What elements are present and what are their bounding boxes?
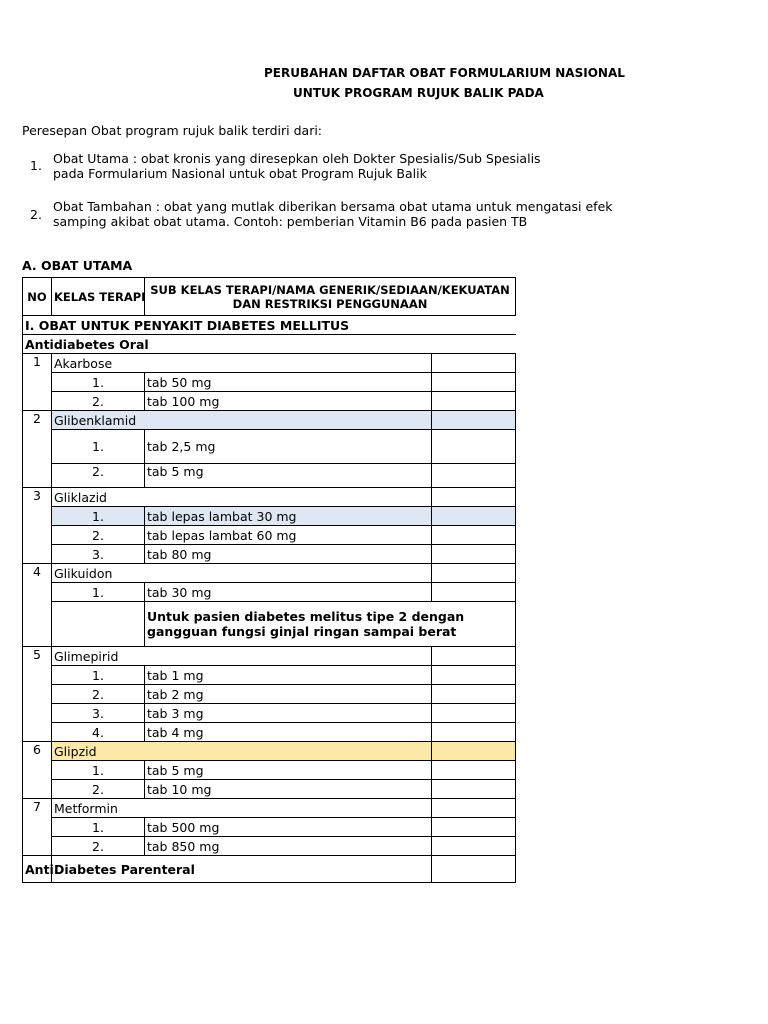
form-number: 1. [52, 666, 145, 685]
form-description: tab 10 mg [145, 780, 432, 799]
form-number: 2. [52, 464, 145, 488]
point-1-line1: Obat Utama : obat kronis yang diresepkan oleh Dokter Spesialis/Sub Spesialis [53, 151, 541, 166]
table-row [23, 354, 516, 373]
table-row [23, 545, 516, 564]
empty-cell [432, 373, 516, 392]
row-number: 2 [23, 411, 52, 488]
empty-cell [432, 704, 516, 723]
table-row [23, 526, 516, 545]
form-number: 3. [52, 704, 145, 723]
empty-cell [432, 685, 516, 704]
form-number: 1. [52, 430, 145, 464]
point-1-number: 1. [30, 158, 42, 173]
form-number: 1. [52, 507, 145, 526]
subgroup-prefix: Anti [23, 856, 52, 883]
form-number: 2. [52, 526, 145, 545]
form-description: tab 4 mg [145, 723, 432, 742]
form-number: 1. [52, 818, 145, 837]
table-row [23, 488, 516, 507]
empty-cell [52, 602, 145, 647]
form-number: 3. [52, 545, 145, 564]
point-2-line2: samping akibat obat utama. Contoh: pemberian Vitamin B6 pada pasien TB [53, 214, 528, 229]
group-row [23, 316, 516, 335]
empty-cell [432, 837, 516, 856]
empty-cell [432, 761, 516, 780]
row-number: 3 [23, 488, 52, 564]
form-number: 1. [52, 761, 145, 780]
form-number: 1. [52, 373, 145, 392]
empty-cell [432, 464, 516, 488]
document-title-line1: PERUBAHAN DAFTAR OBAT FORMULARIUM NASIONAL [264, 66, 625, 80]
table-row [23, 666, 516, 685]
form-description: tab 850 mg [145, 837, 432, 856]
empty-cell [432, 780, 516, 799]
form-number: 2. [52, 392, 145, 411]
header-description: SUB KELAS TERAPI/NAMA GENERIK/SEDIAAN/KEKUATAN DAN RESTRIKSI PENGGUNAAN [145, 278, 516, 316]
empty-cell [432, 564, 516, 583]
table-row [23, 742, 516, 761]
table-row [23, 723, 516, 742]
empty-cell [432, 392, 516, 411]
empty-cell [432, 723, 516, 742]
form-description: tab 50 mg [145, 373, 432, 392]
row-number: 7 [23, 799, 52, 856]
form-number: 2. [52, 780, 145, 799]
empty-cell [432, 818, 516, 837]
table-row [23, 704, 516, 723]
restriction-note: Untuk pasien diabetes melitus tipe 2 dengan gangguan fungsi ginjal ringan sampai berat [145, 602, 516, 647]
form-description: tab 30 mg [145, 583, 432, 602]
subgroup-heading: Diabetes Parenteral [52, 856, 432, 883]
form-description: tab lepas lambat 30 mg [145, 507, 432, 526]
empty-cell [432, 545, 516, 564]
form-description: tab 500 mg [145, 818, 432, 837]
table-row [23, 430, 516, 464]
empty-cell [432, 354, 516, 373]
form-description: tab 100 mg [145, 392, 432, 411]
point-1-line2: pada Formularium Nasional untuk obat Program Rujuk Balik [53, 166, 427, 181]
form-description: tab 80 mg [145, 545, 432, 564]
drug-name: Glikuidon [52, 564, 432, 583]
empty-cell [432, 666, 516, 685]
drug-name: Glibenklamid [52, 411, 432, 430]
document-title-line2: UNTUK PROGRAM RUJUK BALIK PADA [293, 86, 544, 100]
empty-cell [432, 526, 516, 545]
empty-cell [432, 430, 516, 464]
table-row [23, 507, 516, 526]
table-row [23, 818, 516, 837]
header-no: NO [23, 278, 52, 316]
form-description: tab 5 mg [145, 761, 432, 780]
form-number: 1. [52, 583, 145, 602]
empty-cell [432, 507, 516, 526]
point-2-number: 2. [30, 207, 42, 222]
drug-name: Glipzid [52, 742, 432, 761]
table-row [23, 780, 516, 799]
row-number: 4 [23, 564, 52, 647]
form-number: 4. [52, 723, 145, 742]
table-row [23, 647, 516, 666]
table-row [23, 685, 516, 704]
row-number: 1 [23, 354, 52, 411]
table-row [23, 564, 516, 583]
table-row [23, 761, 516, 780]
table-row [23, 464, 516, 488]
row-number: 6 [23, 742, 52, 799]
form-description: tab 2 mg [145, 685, 432, 704]
empty-cell [432, 742, 516, 761]
form-description: tab 5 mg [145, 464, 432, 488]
form-description: tab 1 mg [145, 666, 432, 685]
empty-cell [432, 411, 516, 430]
table-row [23, 411, 516, 430]
subgroup-row [23, 335, 516, 354]
point-2-line1: Obat Tambahan : obat yang mutlak diberikan bersama obat utama untuk mengatasi efek [53, 199, 613, 214]
form-description: tab 2,5 mg [145, 430, 432, 464]
subgroup-heading: Antidiabetes Oral [23, 335, 516, 354]
empty-cell [432, 583, 516, 602]
section-a-heading: A. OBAT UTAMA [22, 258, 133, 273]
table-row [23, 799, 516, 818]
form-description: tab 3 mg [145, 704, 432, 723]
empty-cell [432, 647, 516, 666]
table-row [23, 392, 516, 411]
drug-name: Akarbose [52, 354, 432, 373]
form-number: 2. [52, 685, 145, 704]
drug-name: Gliklazid [52, 488, 432, 507]
drug-table [22, 277, 516, 883]
empty-cell [432, 488, 516, 507]
form-description: tab lepas lambat 60 mg [145, 526, 432, 545]
empty-cell [432, 856, 516, 883]
empty-cell [432, 799, 516, 818]
drug-name: Metformin [52, 799, 432, 818]
subgroup-row [23, 856, 516, 883]
table-header-row [23, 278, 516, 316]
drug-name: Glimepirid [52, 647, 432, 666]
table-row [23, 837, 516, 856]
table-row [23, 373, 516, 392]
table-row [23, 602, 516, 647]
intro-text: Peresepan Obat program rujuk balik terdiri dari: [22, 123, 323, 138]
form-number: 2. [52, 837, 145, 856]
table-row [23, 583, 516, 602]
group-heading: I. OBAT UNTUK PENYAKIT DIABETES MELLITUS [23, 316, 516, 335]
row-number: 5 [23, 647, 52, 742]
header-kelas-terapi: KELAS TERAPI [52, 278, 145, 316]
